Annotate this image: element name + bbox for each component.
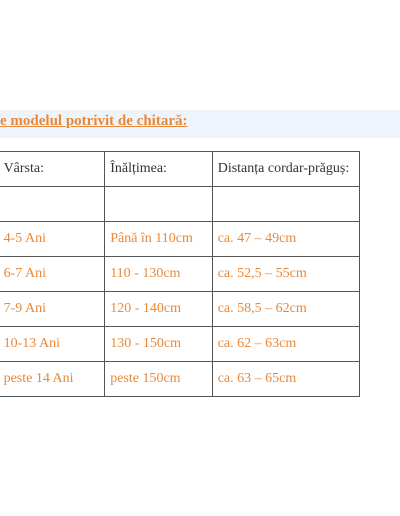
table-row: [0, 327, 360, 362]
table-cell-scale-length: ca. 62 – 63cm: [212, 327, 359, 362]
table-cell-scale-length: ca. 63 – 65cm: [212, 362, 359, 397]
table-header-row: [0, 152, 360, 187]
table-cell: [0, 187, 105, 222]
table-cell-age: 4-5 Ani: [0, 222, 105, 257]
table-empty-row: [0, 187, 360, 222]
table-row: [0, 292, 360, 327]
table-row: [0, 257, 360, 292]
table-cell-age: 10-13 Ani: [0, 327, 105, 362]
table-header-height: Înălțimea:: [105, 152, 213, 187]
table-cell-scale-length: ca. 52,5 – 55cm: [212, 257, 359, 292]
table-cell-scale-length: ca. 47 – 49cm: [212, 222, 359, 257]
table-cell-height: Până în 110cm: [105, 222, 213, 257]
table-cell-age: peste 14 Ani: [0, 362, 105, 397]
page-heading: e modelul potrivit de chitară:: [0, 113, 188, 129]
table-row: [0, 362, 360, 397]
table-header-scale-length: Distanța cordar-prăguș:: [212, 152, 359, 187]
table-header-age: Vârsta:: [0, 152, 105, 187]
table-cell: [212, 187, 359, 222]
table-cell-age: 7-9 Ani: [0, 292, 105, 327]
table-cell-scale-length: ca. 58,5 – 62cm: [212, 292, 359, 327]
guitar-size-table: [0, 151, 360, 397]
table-cell-height: 130 - 150cm: [105, 327, 213, 362]
table-row: [0, 222, 360, 257]
table-cell-age: 6-7 Ani: [0, 257, 105, 292]
table-cell: [105, 187, 213, 222]
table-cell-height: peste 150cm: [105, 362, 213, 397]
table-cell-height: 120 - 140cm: [105, 292, 213, 327]
table-cell-height: 110 - 130cm: [105, 257, 213, 292]
